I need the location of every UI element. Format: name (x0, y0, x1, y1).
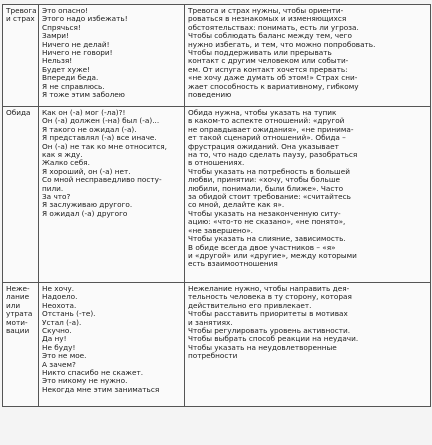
phrase-line: Устал (-а). (42, 317, 82, 327)
table-row (3, 107, 431, 283)
function-line: и «другой» или «другие», между которыми (188, 250, 357, 260)
function-cell (185, 283, 431, 407)
phrases-cell (39, 283, 185, 407)
phrase-line: Надоело. (42, 292, 78, 302)
phrase-line: Как он (-а) мог (-ла)?! (42, 108, 126, 117)
phrase-line: Я заслуживаю другого. (42, 200, 133, 210)
function-line: Чтобы расставить приоритеты в мотивах (188, 309, 348, 319)
emotion-line: моти- (6, 317, 28, 327)
phrase-line: Скучно. (42, 326, 72, 336)
function-line: «не хочу даже думать об этом!» Страх сни- (188, 73, 358, 83)
phrase-line: Неохота. (42, 300, 77, 310)
phrase-line: Он (-а) должен (-на) был (-а)... (42, 116, 160, 126)
phrase-line: Замри! (42, 31, 69, 41)
function-line: Чтобы соблюдать баланс между тем, чего (188, 31, 352, 41)
table-row (3, 5, 431, 107)
emotion-line: утрата (6, 309, 33, 319)
function-line: Чтобы указать на неудовлетворенные (188, 342, 337, 352)
function-line: потребности (188, 351, 238, 361)
phrase-line: Отстань (-те). (42, 309, 96, 319)
function-line: любви, принятии: «хочу, чтобы больше (188, 175, 341, 185)
function-line: роваться в незнакомых и изменяющихся (188, 14, 347, 24)
function-line: контакт с другим человеком или событи- (188, 56, 349, 66)
function-line: в отношениях. (188, 158, 245, 168)
phrase-line: Ничего не говори! (42, 48, 113, 58)
emotion-line: лание (6, 292, 30, 302)
function-line: поведению (188, 90, 232, 100)
phrase-line: Впереди беда. (42, 73, 99, 83)
phrase-line: Я не справлюсь. (42, 81, 105, 91)
emotion-line: Тревога (6, 6, 37, 15)
phrase-line: Это опасно! (42, 6, 89, 15)
phrase-line: Я представлял (-а) все иначе. (42, 133, 157, 143)
table-row (3, 283, 431, 407)
function-line: тельность человека в ту сторону, которая (188, 292, 352, 302)
emotion-line: Неже- (6, 284, 30, 293)
function-line: за обидой стоит требование: «считайтесь (188, 192, 351, 202)
phrase-line: Я такого не ожидал (-а). (42, 124, 137, 134)
function-line: Нежелание нужно, чтобы направить дея- (188, 284, 350, 293)
phrase-line: как я жду. (42, 150, 83, 160)
function-line: Чтобы указать на потребность в большей (188, 166, 350, 176)
phrase-line: Ничего не делай! (42, 39, 110, 49)
phrase-line: Нельзя! (42, 56, 73, 66)
function-line: В обиде всегда двое участников – «я» (188, 242, 336, 252)
function-line: действительно его привлекает. (188, 300, 312, 310)
function-line: Чтобы указать на слияние, зависимость. (188, 234, 346, 244)
function-line: «не завершено». (188, 225, 254, 235)
emotion-line: и страх (6, 14, 35, 24)
phrase-line: пили. (42, 183, 64, 193)
function-line: Чтобы поддерживать или прерывать (188, 48, 332, 58)
function-line: на то, что надо сделать паузу, разобраться (188, 150, 358, 160)
function-line: фрустрация ожиданий. Она указывает (188, 141, 339, 151)
function-line: ем. От испуга контакт хочется прервать: (188, 64, 348, 74)
phrase-line: Никто спасибо не скажет. (42, 368, 144, 378)
emotion-cell (3, 5, 39, 107)
function-line: любили, понимали, были ближе». Часто (188, 183, 344, 193)
phrase-line: Он (-а) не так ко мне относится, (42, 141, 167, 151)
function-line: Обида нужна, чтобы указать на тупик (188, 108, 337, 117)
phrase-line: Спрячься! (42, 22, 81, 32)
phrase-line: Это не мое. (42, 351, 87, 361)
emotion-cell (3, 283, 39, 407)
function-line: есть взаимоотношения (188, 259, 278, 269)
function-line: со мной, делайте как я». (188, 200, 285, 210)
phrase-line: Я тоже этим заболею (42, 90, 125, 100)
function-line: не оправдывает ожидания», «не принима- (188, 124, 354, 134)
function-line: ет такой сценарий отношений». Обида – (188, 133, 346, 143)
phrase-line: Этого надо избежать! (42, 14, 128, 24)
function-line: и занятиях. (188, 317, 233, 327)
phrase-line: За что? (42, 192, 71, 202)
phrases-cell (39, 107, 185, 283)
emotions-table (2, 4, 431, 407)
phrase-line: Не буду! (42, 342, 76, 352)
phrase-line: Я ожидал (-а) другого (42, 208, 128, 218)
function-line: Чтобы выбрать способ реакции на неудачи. (188, 334, 359, 344)
function-cell (185, 5, 431, 107)
emotion-line: Обида (6, 108, 31, 117)
emotion-cell (3, 107, 39, 283)
phrase-line: Я хороший, он (-а) нет. (42, 166, 131, 176)
phrase-line: Некогда мне этим заниматься (42, 384, 160, 394)
function-cell (185, 107, 431, 283)
phrase-line: Со мной несправедливо посту- (42, 175, 162, 185)
phrase-line: А зачем? (42, 359, 76, 369)
phrase-line: Будет хуже! (42, 64, 91, 74)
emotion-line: или (6, 300, 21, 310)
function-line: жает способность к вариативному, гибкому (188, 81, 359, 91)
function-line: обстоятельствах: понимать, есть ли угроза. (188, 22, 359, 32)
function-line: Тревога и страх нужны, чтобы ориенти- (188, 6, 344, 15)
function-line: ацию: «что-то не сказано», «не понято», (188, 217, 346, 227)
phrase-line: Жалко себя. (42, 158, 90, 168)
phrase-line: Это никому не нужно. (42, 376, 128, 386)
function-line: нужно избегать, и тем, что можно попробовать. (188, 39, 376, 49)
function-line: в каком-то аспекте отношений: «другой (188, 116, 345, 126)
emotion-line: вации (6, 326, 30, 336)
phrases-cell (39, 5, 185, 107)
function-line: Чтобы указать на незаконченную ситу- (188, 208, 341, 218)
phrase-line: Да ну! (42, 334, 67, 344)
function-line: Чтобы регулировать уровень активности. (188, 326, 351, 336)
phrase-line: Не хочу. (42, 284, 75, 293)
